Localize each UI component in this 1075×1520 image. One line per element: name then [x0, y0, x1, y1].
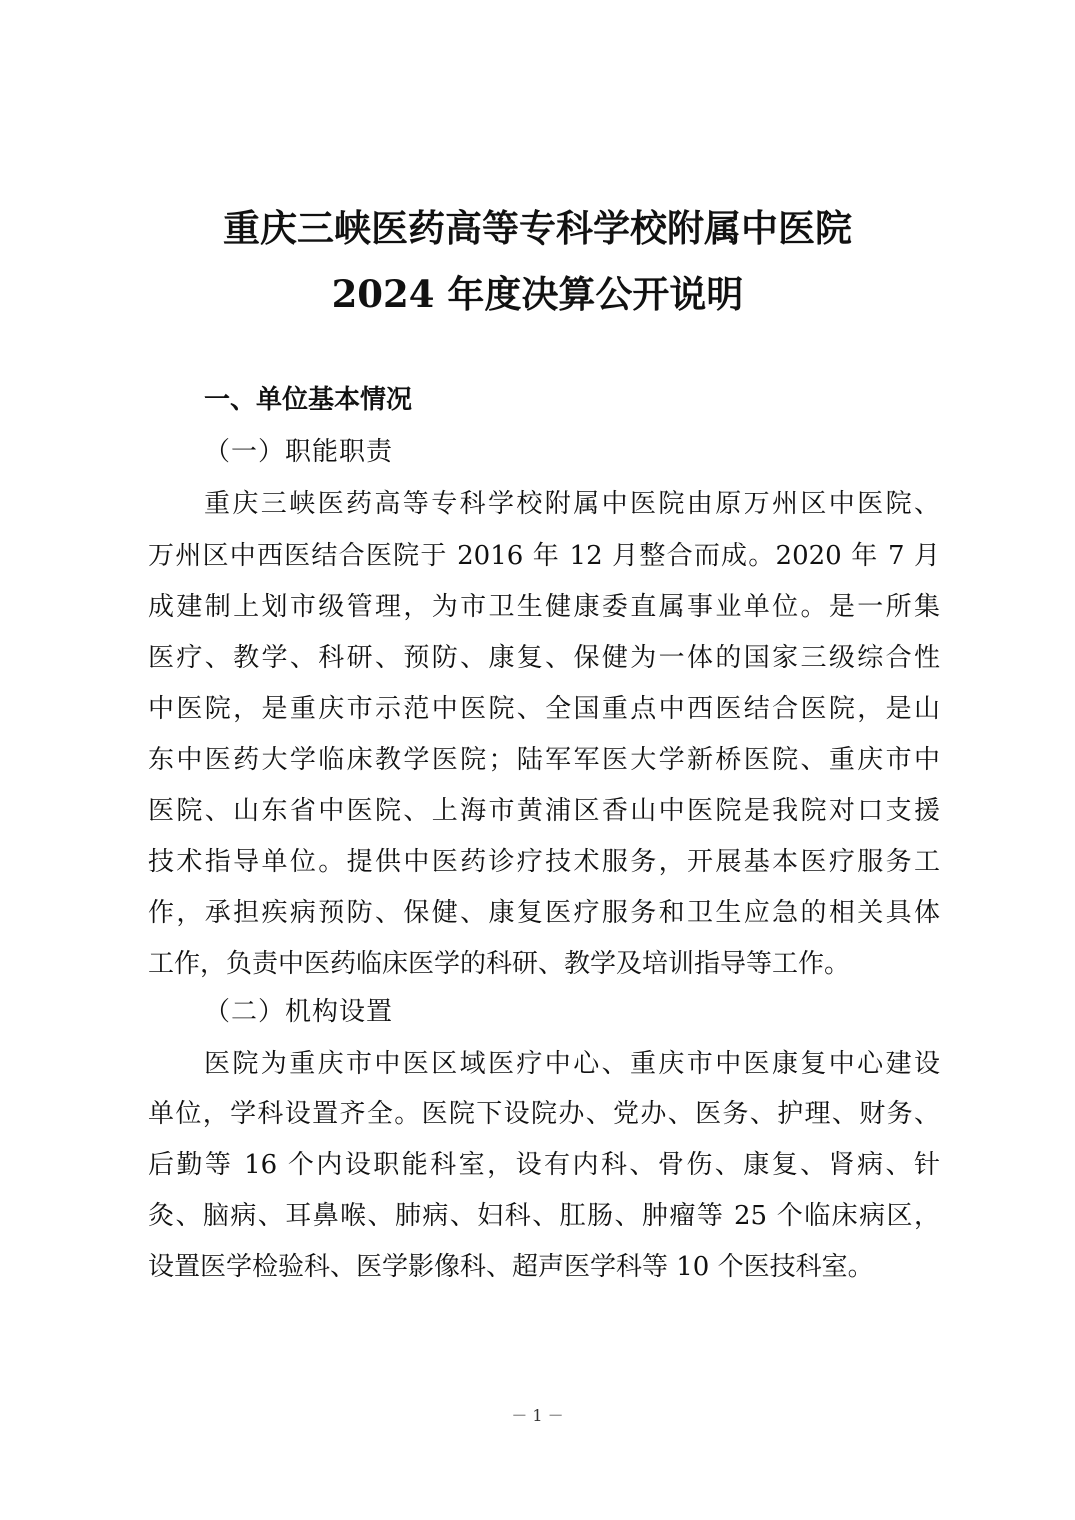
paragraph-line: 医院为重庆市中医区域医疗中心、重庆市中医康复中心建设 — [204, 1049, 940, 1079]
paragraph-line: 医院、山东省中医院、上海市黄浦区香山中医院是我院对口支援 — [148, 796, 940, 826]
paragraph-line: 单位，学科设置齐全。医院下设院办、党办、医务、护理、财务、 — [148, 1099, 940, 1129]
paragraph-line: 设置医学检验科、医学影像科、超声医学科等 10 个医技科室。 — [148, 1252, 874, 1282]
subsection-heading-functions: （一）职能职责 — [204, 437, 394, 467]
paragraph-line: 重庆三峡医药高等专科学校附属中医院由原万州区中医院、 — [204, 489, 940, 519]
paragraph-line: 后勤等 16 个内设职能科室，设有内科、骨伤、康复、肾病、针 — [148, 1150, 940, 1180]
subsection-heading-organization: （二）机构设置 — [204, 997, 394, 1027]
paragraph-line: 灸、脑病、耳鼻喉、肺病、妇科、肛肠、肿瘤等 25 个临床病区， — [148, 1201, 940, 1231]
document-title-line-1: 重庆三峡医药高等专科学校附属中医院 — [223, 206, 852, 250]
paragraph-line: 万州区中西医结合医院于 2016 年 12 月整合而成。2020 年 7 月 — [148, 541, 940, 571]
paragraph-line: 中医院，是重庆市示范中医院、全国重点中西医结合医院，是山 — [148, 694, 940, 724]
paragraph-line: 东中医药大学临床教学医院；陆军军医大学新桥医院、重庆市中 — [148, 745, 940, 775]
paragraph-line: 作，承担疾病预防、保健、康复医疗服务和卫生应急的相关具体 — [148, 898, 940, 928]
paragraph-line: 医疗、教学、科研、预防、康复、保健为一体的国家三级综合性 — [148, 643, 940, 673]
paragraph-line: 成建制上划市级管理，为市卫生健康委直属事业单位。是一所集 — [148, 592, 940, 622]
section-heading-basic-info: 一、单位基本情况 — [204, 385, 413, 415]
document-title-line-2: 2024 年度决算公开说明 — [331, 272, 744, 316]
page-number: － 1 － — [511, 1406, 564, 1425]
paragraph-line: 工作，负责中医药临床医学的科研、教学及培训指导等工作。 — [148, 949, 851, 979]
paragraph-line: 技术指导单位。提供中医药诊疗技术服务，开展基本医疗服务工 — [148, 847, 940, 877]
